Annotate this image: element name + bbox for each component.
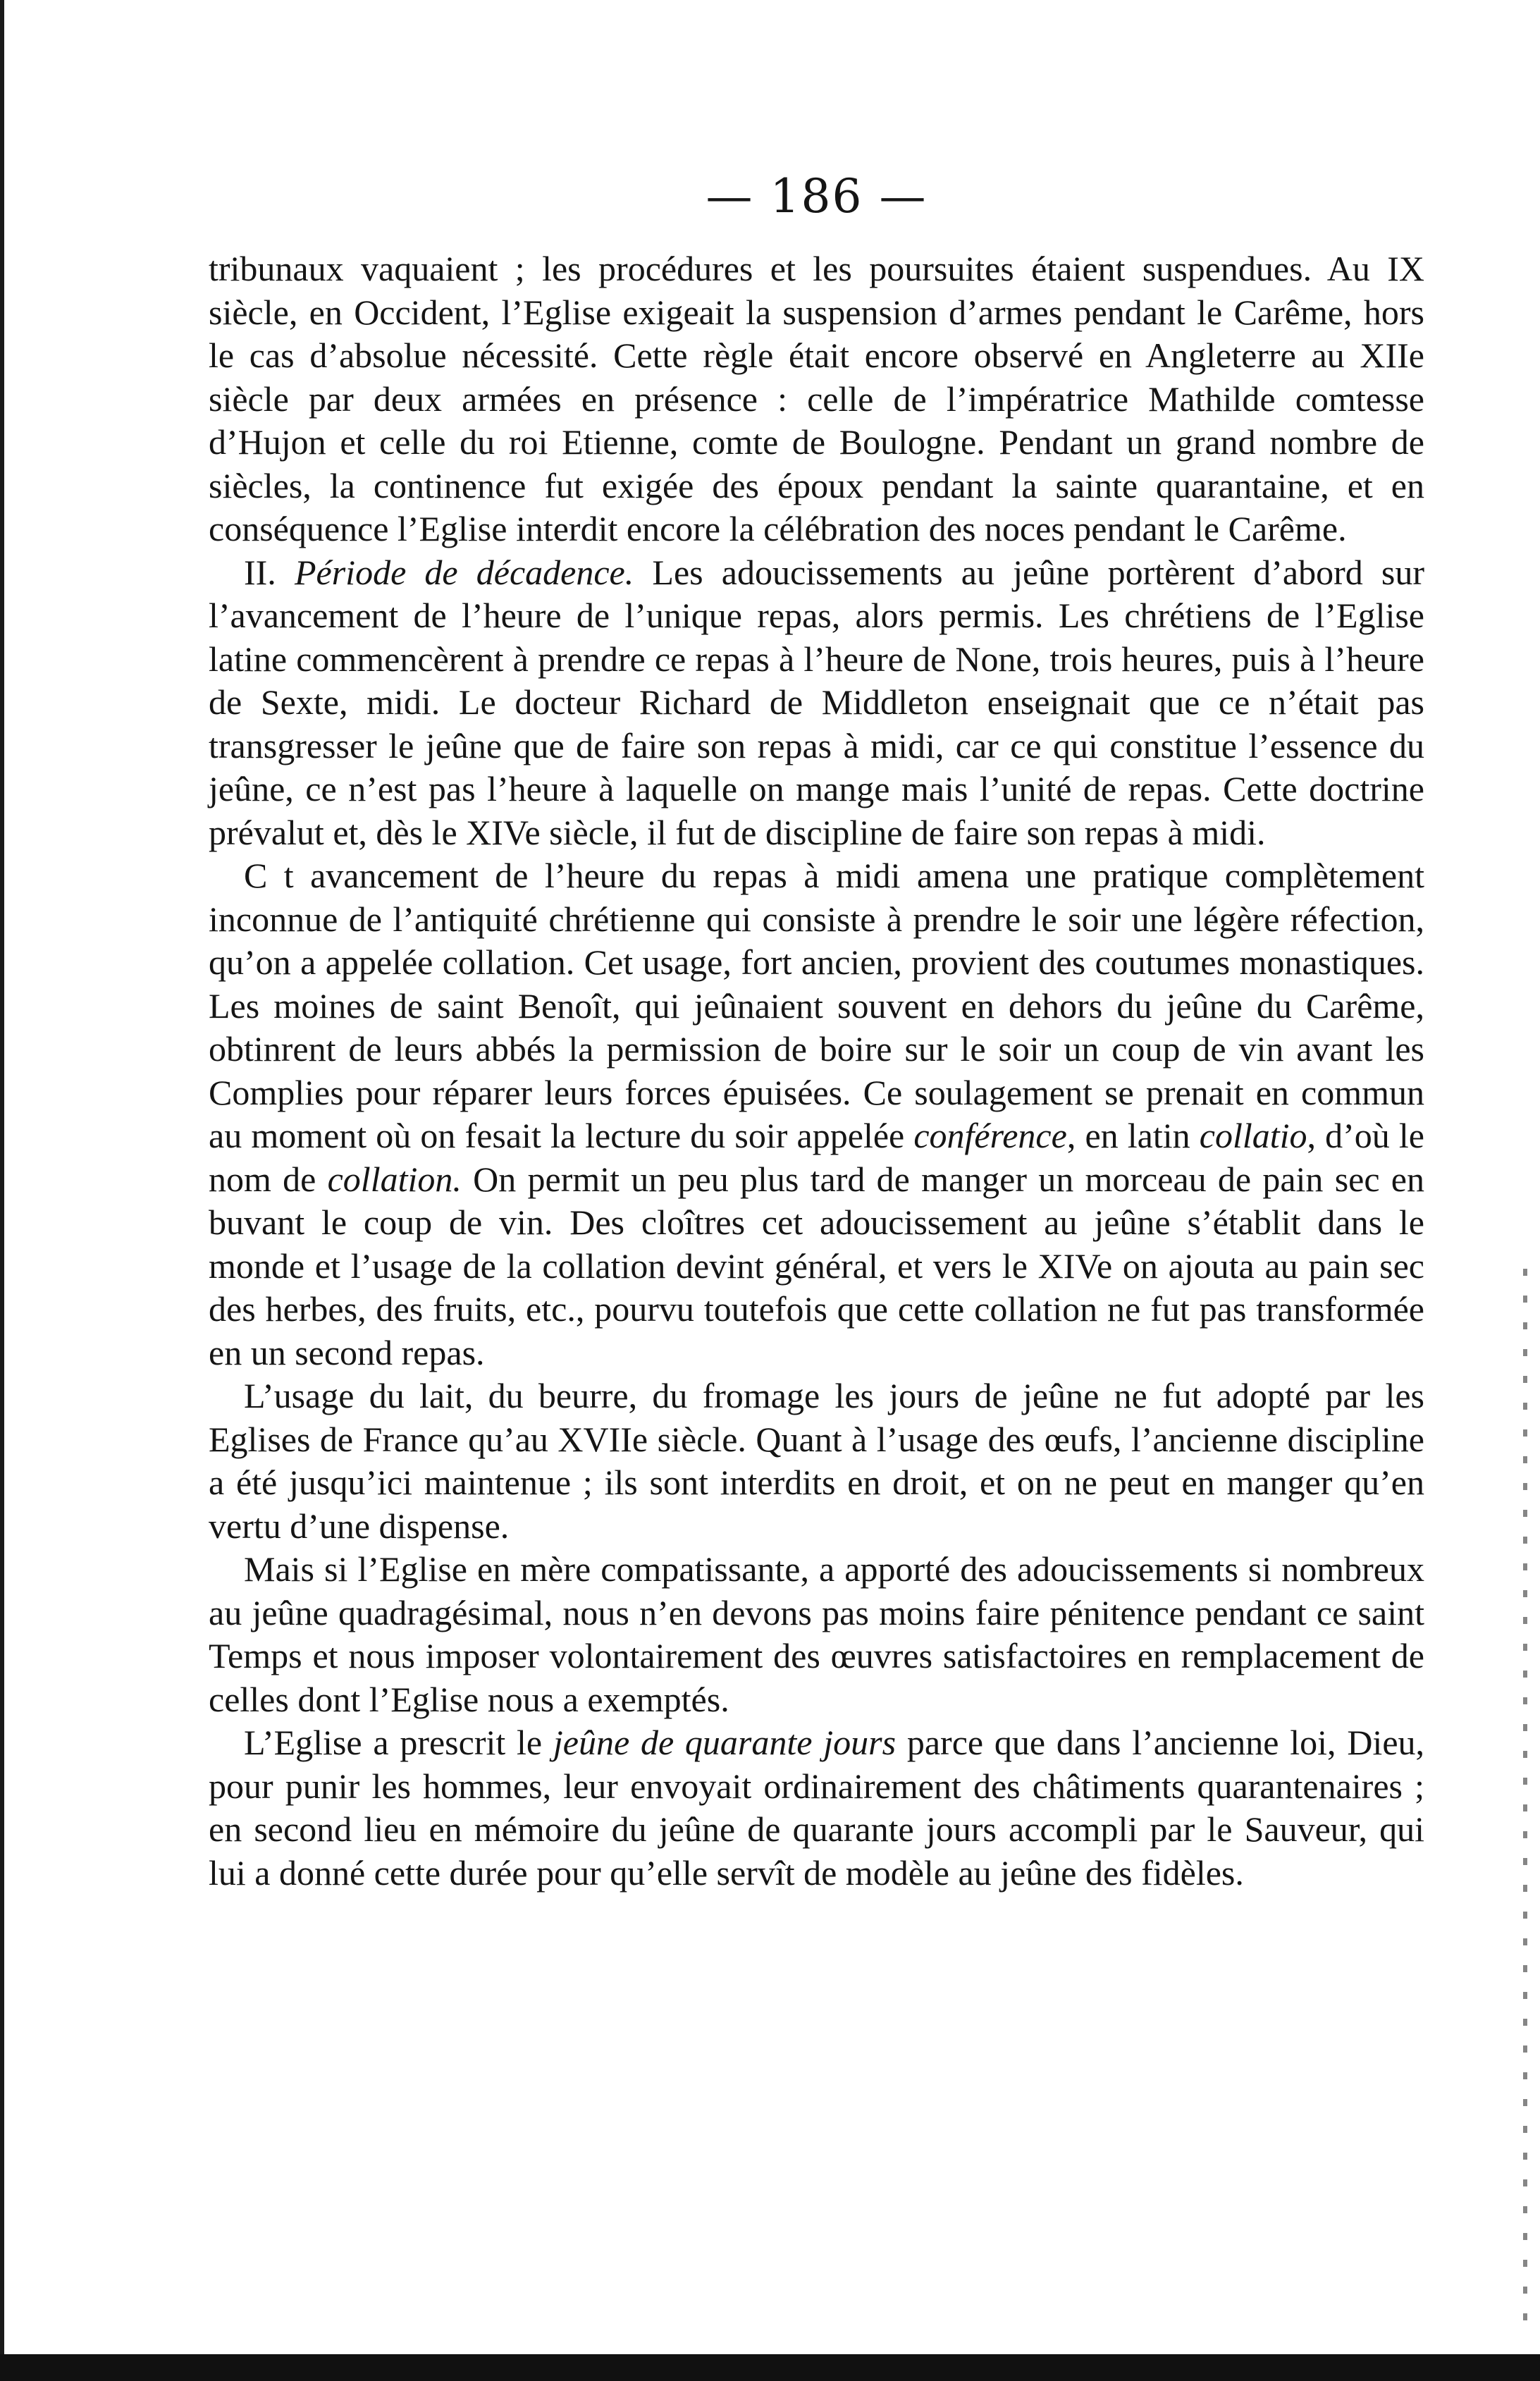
book-page [209,169,1424,1895]
paragraph [209,854,1424,1374]
italic-text-span: collation. [327,1159,462,1199]
page-number: — 186 — [706,169,928,223]
scan-bottom-border [0,2354,1540,2381]
text-span: , en latin [1066,1116,1200,1155]
paragraph [209,1721,1424,1895]
page-edge-right-specks [1523,1269,1527,2326]
italic-text-span: jeûne de quarante jours [553,1723,897,1762]
paragraph [209,1374,1424,1548]
text-span: II. [244,552,295,592]
italic-text-span: conférence [913,1116,1067,1155]
paragraph [209,247,1424,551]
italic-text-span: collatio [1199,1116,1307,1155]
text-span: L’usage du lait, du beurre, du fromage les jours de jeûne ne fut adopté par les Eglises de France qu’au XVIIe siècle. Quant à l’usage des œufs, l’ancienne discipline a été jusqu’ici maintenue ; ils sont interdits en droit, et on ne peut en manger qu’en vertu d’une dispense. [209,1376,1424,1546]
text-span: C t avancement de l’heure du repas à midi amena une pratique complètement inconnue de l’antiquité chrétienne qui consiste à prendre le soir une légère réfection, qu’on a appelée collation. Cet usage, fort ancien, provient des coutumes monastiques. Les moines de saint Benoît, qui jeûnaient souvent en dehors du jeûne du Carême, obtinrent de leurs abbés la permission de boire sur le soir un coup de vin avant les Complies pour réparer leurs forces épuisées. Ce soulagement se prenait en commun au moment où on fesait la lecture du soir appelée [209,856,1424,1155]
paragraph [209,1548,1424,1721]
page-text [209,247,1424,1895]
italic-text-span: Période de décadence. [294,552,634,592]
text-span: , d’où le nom de [209,1116,1424,1199]
text-span: On permit un peu plus tard de manger un morceau de pain sec en buvant le coup de vin. Des cloîtres cet adoucissement au jeûne s’établit dans le monde et l’usage de la collation devint général, et vers le XIVe on ajouta au pain sec des herbes, des fruits, etc., pourvu toutefois que cette collation ne fut pas transformée en un second repas. [209,1159,1424,1372]
text-span: parce que dans l’ancienne loi, Dieu, pour punir les hommes, leur envoyait ordinairement des châtiments quarantenaires ; en second lieu en mémoire du jeûne de quarante jours accompli par le Sauveur, qui lui a donné cette durée pour qu’elle servît de modèle au jeûne des fidèles. [209,1723,1425,1893]
paragraph [209,551,1424,855]
text-span: Mais si l’Eglise en mère compatissante, a apporté des adoucissements si nombreux au jeûne quadragésimal, nous n’en devons pas moins faire pénitence pendant ce saint Temps et nous imposer volontairement des œuvres satisfactoires en remplacement de celles dont l’Eglise nous a exemptés. [209,1549,1424,1719]
text-span: L’Eglise a prescrit le [244,1723,553,1762]
text-span: Les adoucissements au jeûne portèrent d’abord sur l’avancement de l’heure de l’unique repas, alors permis. Les chrétiens de l’Eglise latine commencèrent à prendre ce repas à l’heure de None, trois heures, puis à l’heure de Sexte, midi. Le docteur Richard de Middleton enseignait que ce n’était pas transgresser le jeûne que de faire son repas à midi, car ce qui constitue l’essence du jeûne, ce n’est pas l’heure à laquelle on mange mais l’unité de repas. Cette doctrine prévalut et, dès le XIVe siècle, il fut de discipline de faire son repas à midi. [209,552,1424,852]
text-span: tribunaux vaquaient ; les procédures et les poursuites étaient suspendues. Au IX siècle, en Occident, l’Eglise exigeait la suspension d’armes pendant le Carême, hors le cas d’absolue nécessité. Cette règle était encore observé en Angleterre au XIIe siècle par deux armées en présence : celle de l’impératrice Mathilde comtesse d’Hujon et celle du roi Etienne, comte de Boulogne. Pendant un grand nombre de siècles, la continence fut exigée des époux pendant la sainte quarantaine, et en conséquence l’Eglise interdit encore la célébration des noces pendant le Carême. [209,249,1424,548]
page-edge-left [0,0,4,2354]
